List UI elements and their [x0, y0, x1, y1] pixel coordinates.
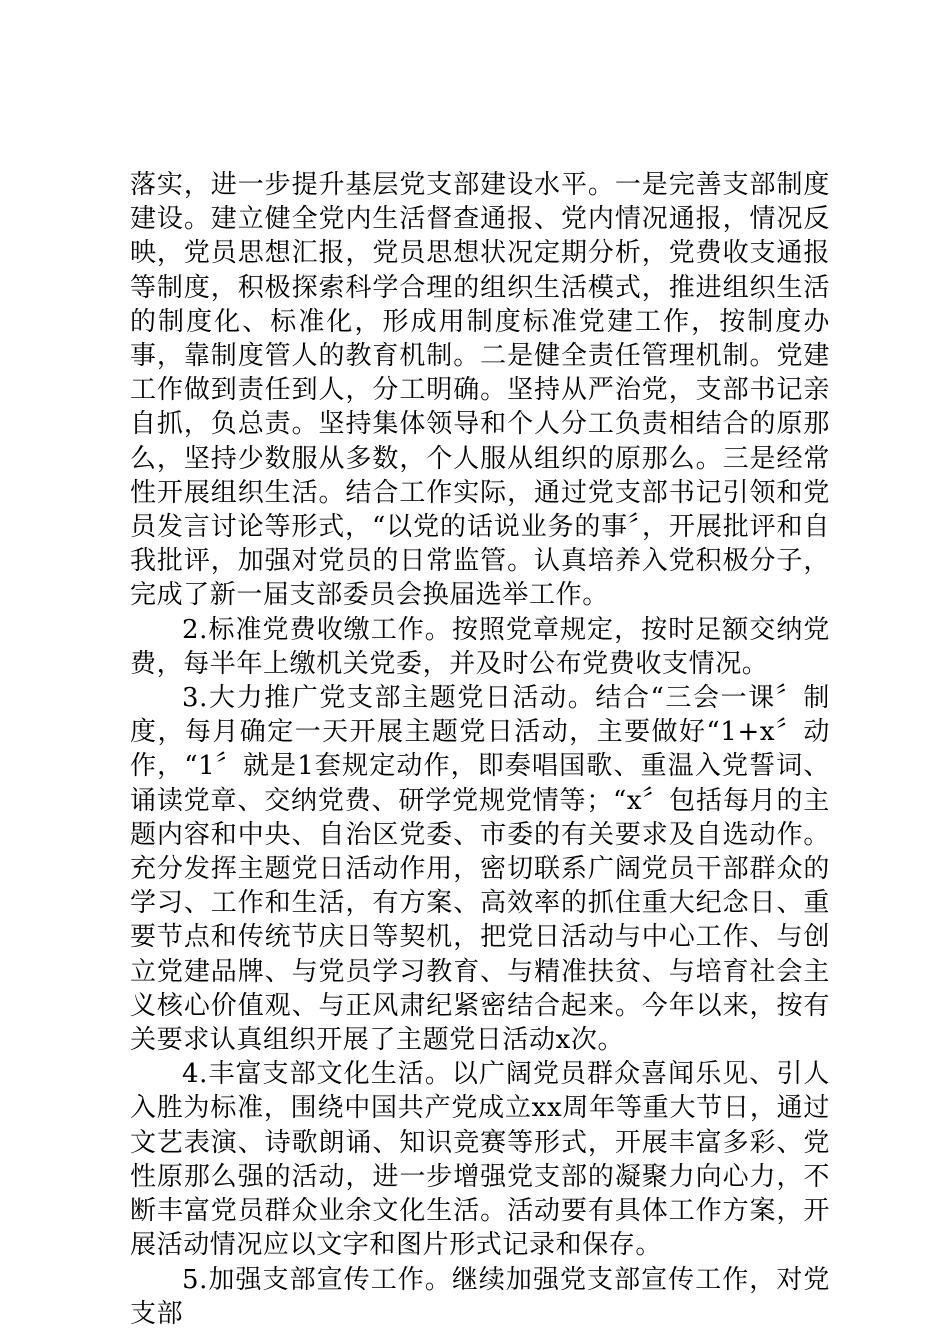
paragraph-item-4: 4.丰富支部文化生活。以广阔党员群众喜闻乐见、引人入胜为标准，围绕中国共产党成立xx周年等重大节日，通过文艺表演、诗歌朗诵、知识竞赛等形式，开展丰富多彩、党性原那么强的活动，进一步增强党支部的凝聚力向心力，不断丰富党员群众业余文化生活。活动要有具体工作方案，开展活动情况应以文字和图片形式记录和保存。 — [130, 1059, 830, 1261]
paragraph-item-5: 5.加强支部宣传工作。继续加强党支部宣传工作，对党支部 — [130, 1264, 830, 1329]
paragraph-item-2: 2.标准党费收缴工作。按照党章规定，按时足额交纳党费，每半年上缴机关党委，并及时公布党费收支情况。 — [130, 614, 830, 679]
paragraph-continued: 落实，进一步提升基层党支部建设水平。一是完善支部制度建设。建立健全党内生活督查通报、党内情况通报，情况反映，党员思想汇报，党员思想状况定期分析，党费收支通报等制度，积极探索科学合理的组织生活模式，推进组织生活的制度化、标准化，形成用制度标准党建工作，按制度办事，靠制度管人的教育机制。二是健全责任管理机制。党建工作做到责任到人，分工明确。坚持从严治党，支部书记亲自抓，负总责。坚持集体领导和个人分工负责相结合的原那么，坚持少数服从多数，个人服从组织的原那么。三是经常性开展组织生活。结合工作实际，通过党支部书记引领和党员发言讨论等形式，“以党的话说业务的事〞，开展批评和自我批评，加强对党员的日常监管。认真培养入党积极分子，完成了新一届支部委员会换届选举工作。 — [130, 170, 830, 611]
document-body — [130, 168, 830, 1331]
paragraph-item-3: 3.大力推广党支部主题党日活动。结合“三会一课〞制度，每月确定一天开展主题党日活动，主要做好“1+x〞动作，“1〞就是1套规定动作，即奏唱国歌、重温入党誓词、诵读党章、交纳党费、研学党规党情等；“x〞包括每月的主题内容和中央、自治区党委、市委的有关要求及自选动作。充分发挥主题党日活动作用，密切联系广阔党员干部群众的学习、工作和生活，有方案、高效率的抓住重大纪念日、重要节点和传统节庆日等契机，把党日活动与中心工作、与创立党建品牌、与党员学习教育、与精准扶贫、与培育社会主义核心价值观、与正风肃纪紧密结合起来。今年以来，按有关要求认真组织开展了主题党日活动x次。 — [130, 683, 830, 1056]
